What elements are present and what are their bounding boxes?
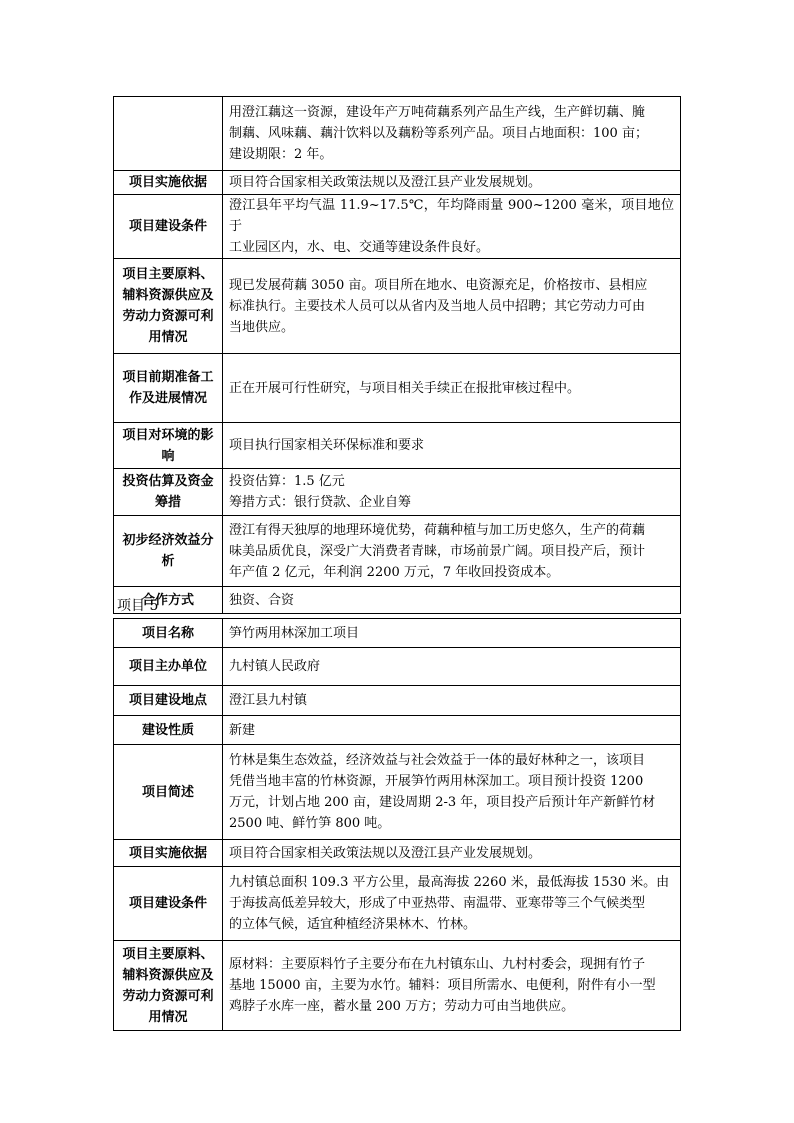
row-label: 项目前期准备工作及进展情况 xyxy=(114,354,223,423)
row-label: 建设性质 xyxy=(114,716,223,745)
project-5-table xyxy=(113,618,681,1031)
row-value xyxy=(223,354,681,423)
row-value xyxy=(223,716,681,745)
table-row xyxy=(114,195,681,259)
row-label: 项目简述 xyxy=(114,745,223,840)
text-line: 九村镇人民政府 xyxy=(229,659,321,674)
row-value xyxy=(223,941,681,1031)
row-label: 合作方式 xyxy=(114,587,223,614)
text-line: 当地供应。 xyxy=(229,319,295,335)
table-row xyxy=(114,619,681,648)
table-row xyxy=(114,648,681,686)
text-line: 原材料：主要原料竹子主要分布在九村镇东山、九村村委会，现拥有竹子 xyxy=(229,957,646,972)
text-line: 鸡脖子水库一座，蓄水量 200 万方；劳动力可由当地供应。 xyxy=(229,999,575,1014)
text-line: 筹措方式：银行贷款、企业自筹 xyxy=(229,495,412,510)
text-line: 凭借当地丰富的竹林资源，开展笋竹两用林深加工。项目预计投资 1200 xyxy=(229,774,644,789)
row-value xyxy=(223,259,681,354)
text-line: 正在开展可行性研究，与项目相关手续正在报批审核过程中。 xyxy=(229,380,581,396)
row-value xyxy=(223,516,681,587)
row-value xyxy=(223,745,681,840)
project-table-continued xyxy=(113,96,681,614)
row-label: 项目名称 xyxy=(114,619,223,648)
text-line: 澄江县九村镇 xyxy=(229,693,308,708)
row-value xyxy=(223,840,681,867)
text-line: 项目符合国家相关政策法规以及澄江县产业发展规划。 xyxy=(229,845,542,861)
row-value xyxy=(223,648,681,686)
text-line: 投资估算：1.5 亿元 xyxy=(229,474,345,489)
row-label: 项目实施依据 xyxy=(114,840,223,867)
table-row xyxy=(114,97,681,171)
row-value xyxy=(223,171,681,195)
text-line: 2500 吨、鲜竹笋 800 吨。 xyxy=(229,816,391,831)
text-line: 笋竹两用林深加工项目 xyxy=(229,625,360,641)
text-line: 九村镇总面积 109.3 平方公里，最高海拔 2260 米，最低海拔 1530 米。由 xyxy=(229,875,670,890)
table-row xyxy=(114,867,681,941)
row-value xyxy=(223,195,681,259)
table-row xyxy=(114,259,681,354)
row-label: 项目建设条件 xyxy=(114,867,223,941)
table-row xyxy=(114,941,681,1031)
text-line: 项目符合国家相关政策法规以及澄江县产业发展规划。 xyxy=(229,175,542,190)
text-line: 竹林是集生态效益，经济效益与社会效益于一体的最好林种之一，该项目 xyxy=(229,753,646,768)
table-row xyxy=(114,171,681,195)
row-value xyxy=(223,867,681,941)
text-line: 建设期限：2 年。 xyxy=(229,147,333,162)
text-line: 澄江有得天独厚的地理环境优势，荷藕种植与加工历史悠久，生产的荷藕 xyxy=(229,522,646,538)
row-value xyxy=(223,469,681,516)
text-line: 的立体气候，适宜种植经济果林木、竹林。 xyxy=(229,917,477,932)
row-label: 项目主要原料、辅料资源供应及劳动力资源可利用情况 xyxy=(114,259,223,354)
row-label: 投资估算及资金筹措 xyxy=(114,469,223,516)
text-line: 现已发展荷藕 3050 亩。项目所在地水、电资源充足，价格按市、县相应 xyxy=(229,277,648,293)
text-line: 澄江县年平均气温 11.9~17.5℃，年均降雨量 900~1200 毫米，项目地位于 xyxy=(229,198,674,234)
text-line: 万元，计划占地 200 亩，建设周期 2-3 年，项目投产后预计年产新鲜竹材 xyxy=(229,795,656,810)
table-row xyxy=(114,516,681,587)
text-line: 独资、合资 xyxy=(229,592,295,608)
row-label: 项目实施依据 xyxy=(114,171,223,195)
table-row xyxy=(114,587,681,614)
row-label: 项目建设条件 xyxy=(114,195,223,259)
row-label: 项目主办单位 xyxy=(114,648,223,686)
table-row xyxy=(114,423,681,469)
row-value xyxy=(223,619,681,648)
text-line: 基地 15000 亩，主要为水竹。辅料：项目所需水、电便利，附件有小一型 xyxy=(229,978,656,993)
row-label: 初步经济效益分析 xyxy=(114,516,223,587)
text-line: 味美品质优良，深受广大消费者青睐，市场前景广阔。项目投产后，预计 xyxy=(229,543,646,559)
text-line: 项目执行国家相关环保标准和要求 xyxy=(229,438,425,453)
row-label xyxy=(114,97,223,171)
text-line: 于海拔高低差异较大，形成了中亚热带、南温带、亚寒带等三个气候类型 xyxy=(229,896,646,911)
table-row xyxy=(114,686,681,716)
row-value xyxy=(223,423,681,469)
row-value xyxy=(223,587,681,614)
row-label: 项目对环境的影响 xyxy=(114,423,223,469)
table-row xyxy=(114,745,681,840)
section-title: 项目 5 xyxy=(117,598,159,614)
table-row xyxy=(114,469,681,516)
table-row xyxy=(114,354,681,423)
row-label: 项目建设地点 xyxy=(114,686,223,716)
text-line: 工业园区内，水、电、交通等建设条件良好。 xyxy=(229,240,490,255)
row-value xyxy=(223,686,681,716)
table-row xyxy=(114,840,681,867)
row-label: 项目主要原料、辅料资源供应及劳动力资源可利用情况 xyxy=(114,941,223,1031)
table-row xyxy=(114,716,681,745)
text-line: 用澄江藕这一资源，建设年产万吨荷藕系列产品生产线，生产鲜切藕、腌 xyxy=(229,105,646,120)
text-line: 标准执行。主要技术人员可以从省内及当地人员中招聘；其它劳动力可由 xyxy=(229,298,646,314)
text-line: 制藕、风味藕、藕汁饮料以及藕粉等系列产品。项目占地面积：100 亩； xyxy=(229,126,648,141)
text-line: 年产值 2 亿元，年利润 2200 万元，7 年收回投资成本。 xyxy=(229,564,560,580)
text-line: 新建 xyxy=(229,722,256,738)
row-value xyxy=(223,97,681,171)
